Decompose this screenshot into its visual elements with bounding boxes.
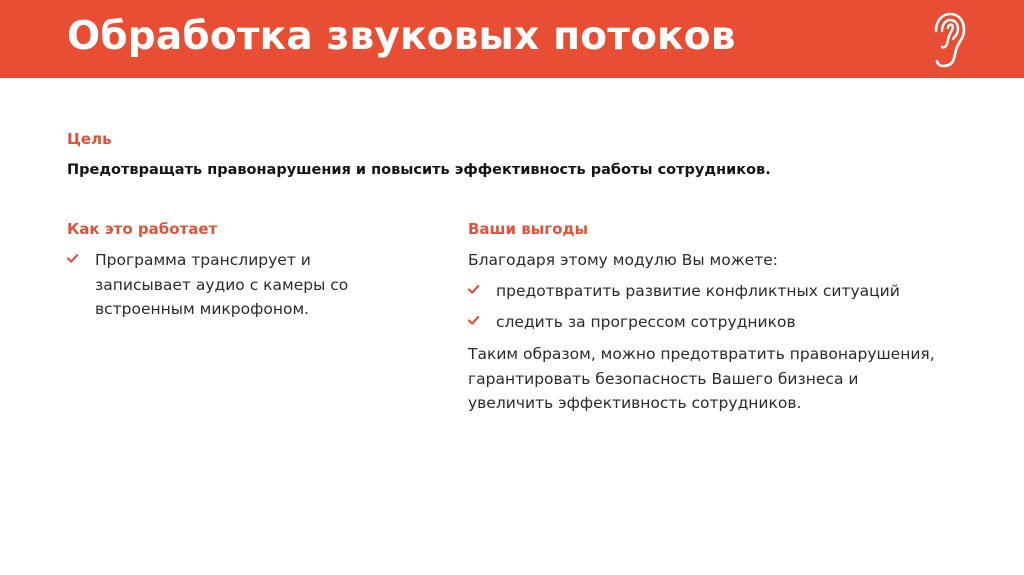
benefits-conclusion: [468, 342, 998, 416]
how-it-works-bullet: [67, 248, 397, 328]
bullet-line: Программа транслирует и: [95, 251, 311, 269]
header-band: [0, 0, 1024, 78]
slide-title: Обработка звуковых потоков: [67, 14, 736, 59]
conclusion-line: гарантировать безопасность Вашего бизнеса и: [468, 369, 859, 388]
conclusion-line: Таким образом, можно предотвратить правонарушения,: [468, 345, 935, 363]
check-icon: [67, 254, 78, 263]
benefits-label: Ваши выгоды: [468, 220, 589, 238]
bullet-line: записывает аудио с камеры со: [95, 275, 349, 294]
goal-label: Цель: [67, 130, 112, 148]
benefits-intro: Благодаря этому модулю Вы можете:: [468, 251, 778, 269]
benefit-bullet: [468, 310, 988, 335]
bullet-text: следить за прогрессом сотрудников: [496, 313, 796, 331]
how-it-works-label: Как это работает: [67, 220, 218, 238]
benefit-bullet: [468, 279, 988, 304]
bullet-line: встроенным микрофоном.: [95, 300, 310, 318]
conclusion-line: увеличить эффективность сотрудников.: [468, 394, 802, 412]
bullet-text: предотвратить развитие конфликтных ситуаций: [496, 282, 900, 300]
check-icon: [468, 316, 479, 325]
ear-icon: [928, 11, 968, 69]
check-icon: [468, 285, 479, 294]
bullet-text: [95, 248, 348, 322]
goal-text: Предотвращать правонарушения и повысить эффективность работы сотрудников.: [67, 162, 771, 178]
